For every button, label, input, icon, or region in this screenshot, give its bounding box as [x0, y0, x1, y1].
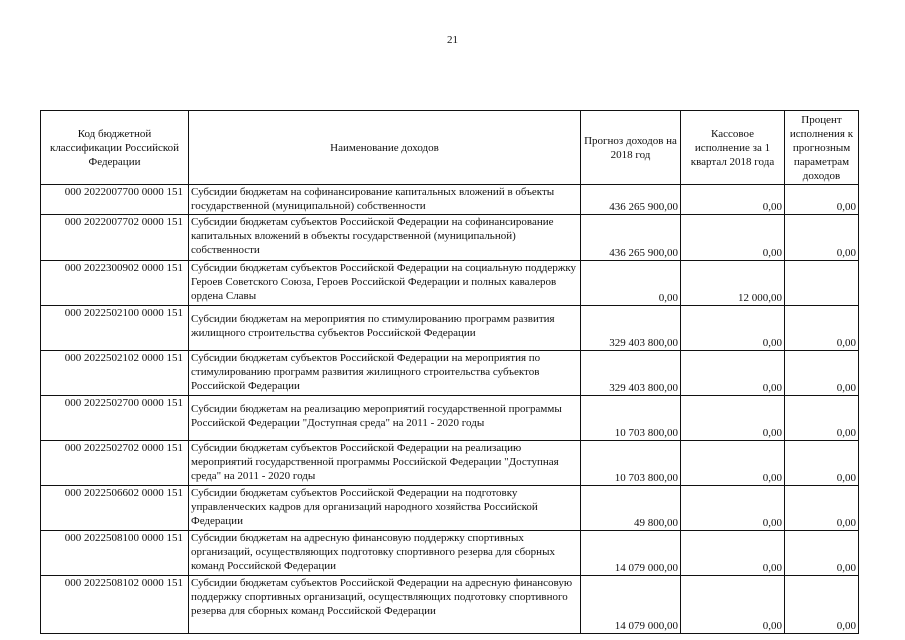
row-code: 000 2022502100 0000 151	[41, 306, 189, 351]
table-row	[41, 396, 859, 441]
row-code: 000 2022007700 0000 151	[41, 185, 189, 215]
header-execution: Кассовое исполнение за 1 квартал 2018 года	[681, 111, 785, 185]
row-forecast: 0,00	[581, 261, 681, 306]
row-execution: 12 000,00	[681, 261, 785, 306]
table-row	[41, 351, 859, 396]
row-execution: 0,00	[681, 486, 785, 531]
table-row	[41, 486, 859, 531]
row-forecast: 436 265 900,00	[581, 215, 681, 261]
row-percent: 0,00	[785, 531, 859, 576]
page-number: 21	[447, 34, 458, 46]
table-row	[41, 185, 859, 215]
row-forecast: 329 403 800,00	[581, 306, 681, 351]
row-forecast: 10 703 800,00	[581, 396, 681, 441]
row-percent: 0,00	[785, 215, 859, 261]
table-row	[41, 576, 859, 634]
row-name: Субсидии бюджетам на реализацию мероприятий государственной программы Российской Федерации "Доступная среда" на 2011 - 2020 годы	[189, 396, 581, 441]
row-code: 000 2022508100 0000 151	[41, 531, 189, 576]
table-row	[41, 306, 859, 351]
income-table	[40, 110, 859, 634]
row-name: Субсидии бюджетам субъектов Российской Федерации на социальную поддержку Героев Советского Союза, Героев Российской Федерации и полных кавалеров ордена Славы	[189, 261, 581, 306]
table-row	[41, 441, 859, 486]
row-code: 000 2022502102 0000 151	[41, 351, 189, 396]
row-execution: 0,00	[681, 576, 785, 634]
row-execution: 0,00	[681, 185, 785, 215]
row-percent: 0,00	[785, 185, 859, 215]
row-percent: 0,00	[785, 351, 859, 396]
row-code: 000 2022300902 0000 151	[41, 261, 189, 306]
row-name: Субсидии бюджетам субъектов Российской Федерации на софинансирование капитальных вложений в объекты государственной (муниципальной) собственности	[189, 215, 581, 261]
row-execution: 0,00	[681, 351, 785, 396]
row-name: Субсидии бюджетам субъектов Российской Федерации на подготовку управленческих кадров для организаций народного хозяйства Российской Федерации	[189, 486, 581, 531]
row-execution: 0,00	[681, 531, 785, 576]
header-name: Наименование доходов	[189, 111, 581, 185]
row-code: 000 2022502700 0000 151	[41, 396, 189, 441]
row-code: 000 2022506602 0000 151	[41, 486, 189, 531]
header-forecast: Прогноз доходов на 2018 год	[581, 111, 681, 185]
row-forecast: 14 079 000,00	[581, 576, 681, 634]
row-forecast: 329 403 800,00	[581, 351, 681, 396]
row-forecast: 14 079 000,00	[581, 531, 681, 576]
row-execution: 0,00	[681, 441, 785, 486]
header-row	[41, 111, 859, 185]
row-name: Субсидии бюджетам субъектов Российской Федерации на адресную финансовую поддержку спортивных организаций, осуществляющих подготовку спортивного резерва для сборных команд Российской Федерации	[189, 576, 581, 634]
row-forecast: 49 800,00	[581, 486, 681, 531]
row-percent: 0,00	[785, 396, 859, 441]
row-code: 000 2022007702 0000 151	[41, 215, 189, 261]
row-forecast: 10 703 800,00	[581, 441, 681, 486]
header-code: Код бюджетной классификации Российской Федерации	[41, 111, 189, 185]
row-percent: 0,00	[785, 486, 859, 531]
row-forecast: 436 265 900,00	[581, 185, 681, 215]
table-row	[41, 261, 859, 306]
row-percent: 0,00	[785, 576, 859, 634]
row-name: Субсидии бюджетам субъектов Российской Федерации на реализацию мероприятий государственной программы Российской Федерации "Доступная среда" на 2011 - 2020 годы	[189, 441, 581, 486]
table-row	[41, 531, 859, 576]
row-execution: 0,00	[681, 306, 785, 351]
row-percent: 0,00	[785, 441, 859, 486]
row-name: Субсидии бюджетам на софинансирование капитальных вложений в объекты государственной (муниципальной) собственности	[189, 185, 581, 215]
row-name: Субсидии бюджетам на мероприятия по стимулированию программ развития жилищного строительства субъектов Российской Федерации	[189, 306, 581, 351]
header-percent: Процент исполнения к прогнозным параметрам доходов	[785, 111, 859, 185]
row-execution: 0,00	[681, 215, 785, 261]
row-percent: 0,00	[785, 306, 859, 351]
row-execution: 0,00	[681, 396, 785, 441]
row-percent	[785, 261, 859, 306]
row-code: 000 2022502702 0000 151	[41, 441, 189, 486]
table-row	[41, 215, 859, 261]
row-code: 000 2022508102 0000 151	[41, 576, 189, 634]
row-name: Субсидии бюджетам на адресную финансовую поддержку спортивных организаций, осуществляющих подготовку спортивного резерва для сборных команд Российской Федерации	[189, 531, 581, 576]
row-name: Субсидии бюджетам субъектов Российской Федерации на мероприятия по стимулированию программ развития жилищного строительства субъектов Российской Федерации	[189, 351, 581, 396]
